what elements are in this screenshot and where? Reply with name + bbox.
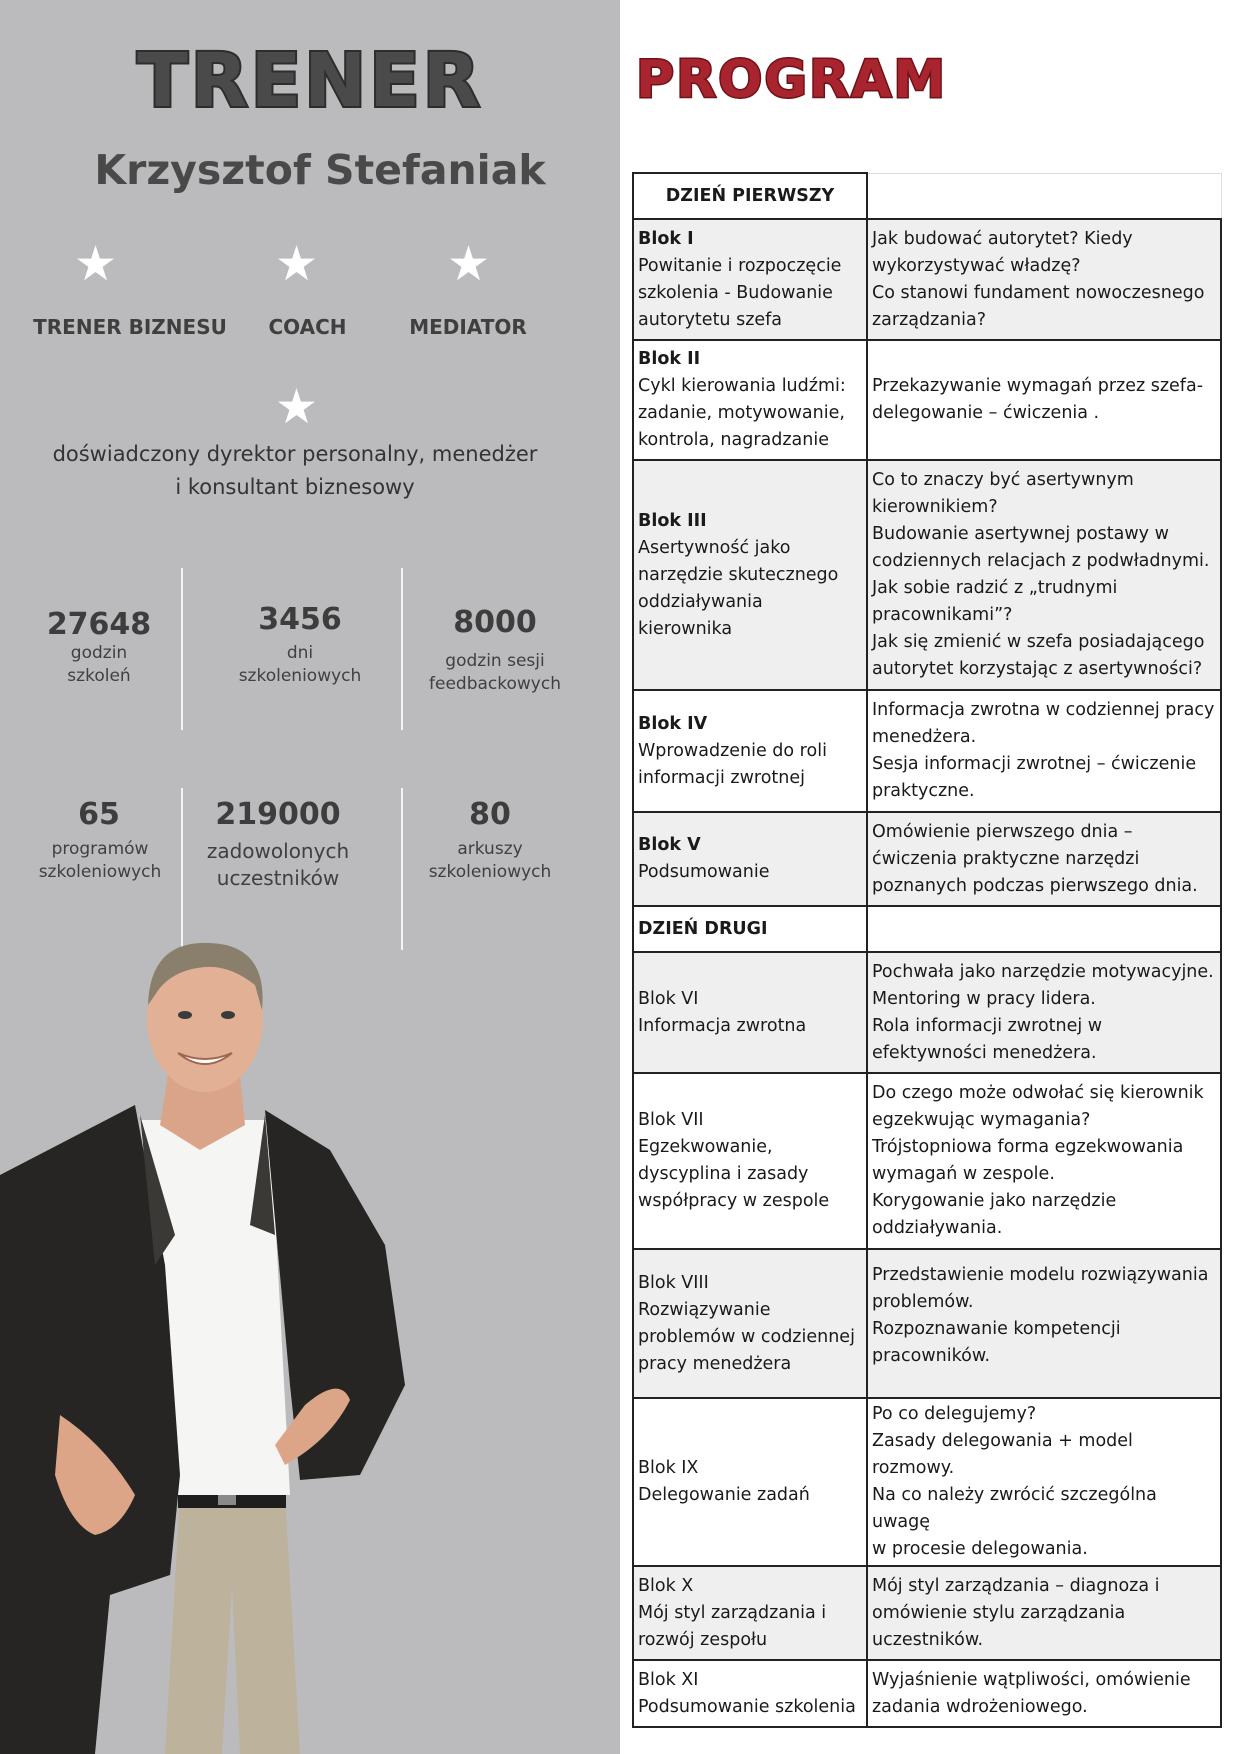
stat-label: godzin sesji feedbackowych xyxy=(429,651,561,694)
stat-value: 219000 xyxy=(215,797,341,832)
table-row xyxy=(633,690,1221,812)
table-cell xyxy=(867,906,1221,952)
role-coach: COACH xyxy=(268,315,347,339)
trainer-name: Krzysztof Stefaniak xyxy=(94,146,546,194)
block-content-cell: Omówienie pierwszego dnia – ćwiczenia praktyczne narzędzi poznanych podczas pierwszego dnia. xyxy=(867,812,1221,906)
stat-label: arkuszy szkoleniowych xyxy=(428,839,552,882)
table-row xyxy=(633,1398,1221,1566)
stat-value: 65 xyxy=(78,797,120,832)
table-row xyxy=(633,1566,1221,1660)
divider xyxy=(181,788,183,950)
stat-value: 8000 xyxy=(453,605,537,640)
table-row xyxy=(633,1249,1221,1398)
table-row xyxy=(633,340,1221,460)
block-title-cell: Blok V Podsumowanie xyxy=(633,812,867,906)
stat-label: programów szkoleniowych xyxy=(38,839,162,882)
block-title-cell: Blok X Mój styl zarządzania i rozwój zespołu xyxy=(633,1566,867,1660)
block-content-cell: Jak budować autorytet? Kiedy wykorzystywać władzę? Co stanowi fundament nowoczesnego zarządzania? xyxy=(867,219,1221,340)
table-row xyxy=(633,1660,1221,1727)
block-title-cell: Blok VIII Rozwiązywanie problemów w codziennej pracy menedżera xyxy=(633,1249,867,1398)
role-business-trainer: TRENER BIZNESU xyxy=(33,315,227,339)
stat-label: dni szkoleniowych xyxy=(238,643,362,686)
block-content-cell: Po co delegujemy? Zasady delegowania + model rozmowy. Na co należy zwrócić szczególna uwagę w procesie delegowania. xyxy=(867,1398,1221,1566)
day-one-header: DZIEŃ PIERWSZY xyxy=(633,173,867,219)
block-title-cell: Blok II Cykl kierowania ludźmi: zadanie, motywowanie, kontrola, nagradzanie xyxy=(633,340,867,460)
trainer-photo xyxy=(0,935,410,1754)
table-row xyxy=(633,219,1221,340)
stat-label: godzin szkoleń xyxy=(67,643,131,686)
star-icon: ★ xyxy=(447,236,491,292)
trainer-heading: TRENER xyxy=(137,38,483,124)
star-icon: ★ xyxy=(74,236,118,292)
star-icon: ★ xyxy=(275,236,319,292)
block-content-cell: Do czego może odwołać się kierownik egzekwując wymagania? Trójstopniowa forma egzekwowania wymagań w zespole. Korygowanie jako narzędzie oddziaływania. xyxy=(867,1073,1221,1249)
star-icon: ★ xyxy=(275,379,319,435)
block-title-cell: Blok I Powitanie i rozpoczęcie szkolenia - Budowanie autorytetu szefa xyxy=(633,219,867,340)
table-row xyxy=(633,906,1221,952)
stat-value: 80 xyxy=(469,797,511,832)
role-mediator: MEDIATOR xyxy=(409,315,527,339)
divider xyxy=(401,568,403,730)
table-row xyxy=(633,952,1221,1073)
block-content-cell: Przekazywanie wymagań przez szefa- delegowanie – ćwiczenia . xyxy=(867,340,1221,460)
block-content-cell: Co to znaczy być asertywnym kierownikiem? Budowanie asertywnej postawy w codziennych relacjach z podwładnymi. Jak sobie radzić z „trudnymi pracownikami”? Jak się zmienić w szefa posiadającego autorytet korzystając z asertywności? xyxy=(867,460,1221,690)
program-heading: PROGRAM xyxy=(636,50,948,110)
block-title-cell: Blok VII Egzekwowanie, dyscyplina i zasady współpracy w zespole xyxy=(633,1073,867,1249)
block-title-cell: Blok VI Informacja zwrotna xyxy=(633,952,867,1073)
block-content-cell: Informacja zwrotna w codziennej pracy menedżera. Sesja informacji zwrotnej – ćwiczenie praktyczne. xyxy=(867,690,1221,812)
table-row xyxy=(633,1073,1221,1249)
block-title-cell: Blok III Asertywność jako narzędzie skutecznego oddziaływania kierownika xyxy=(633,460,867,690)
stat-value: 3456 xyxy=(258,602,342,637)
block-title-cell: Blok XI Podsumowanie szkolenia xyxy=(633,1660,867,1727)
divider xyxy=(181,568,183,730)
block-title-cell: Blok IV Wprowadzenie do roli informacji zwrotnej xyxy=(633,690,867,812)
table-cell xyxy=(867,173,1221,219)
stat-label: zadowolonych uczestników xyxy=(206,839,350,890)
table-row xyxy=(633,460,1221,690)
table-row xyxy=(633,173,1221,219)
day-two-header: DZIEŃ DRUGI xyxy=(633,906,867,952)
trainer-description: doświadczony dyrektor personalny, menedżer i konsultant biznesowy xyxy=(52,442,538,499)
stat-value: 27648 xyxy=(46,607,152,642)
program-table xyxy=(632,172,1222,1728)
block-content-cell: Mój styl zarządzania – diagnoza i omówienie stylu zarządzania uczestników. xyxy=(867,1566,1221,1660)
block-content-cell: Pochwała jako narzędzie motywacyjne. Mentoring w pracy lidera. Rola informacji zwrotnej w efektywności menedżera. xyxy=(867,952,1221,1073)
block-content-cell: Wyjaśnienie wątpliwości, omówienie zadania wdrożeniowego. xyxy=(867,1660,1221,1727)
block-content-cell: Przedstawienie modelu rozwiązywania problemów. Rozpoznawanie kompetencji pracowników. xyxy=(867,1249,1221,1398)
block-title-cell: Blok IX Delegowanie zadań xyxy=(633,1398,867,1566)
divider xyxy=(401,788,403,950)
table-row xyxy=(633,812,1221,906)
